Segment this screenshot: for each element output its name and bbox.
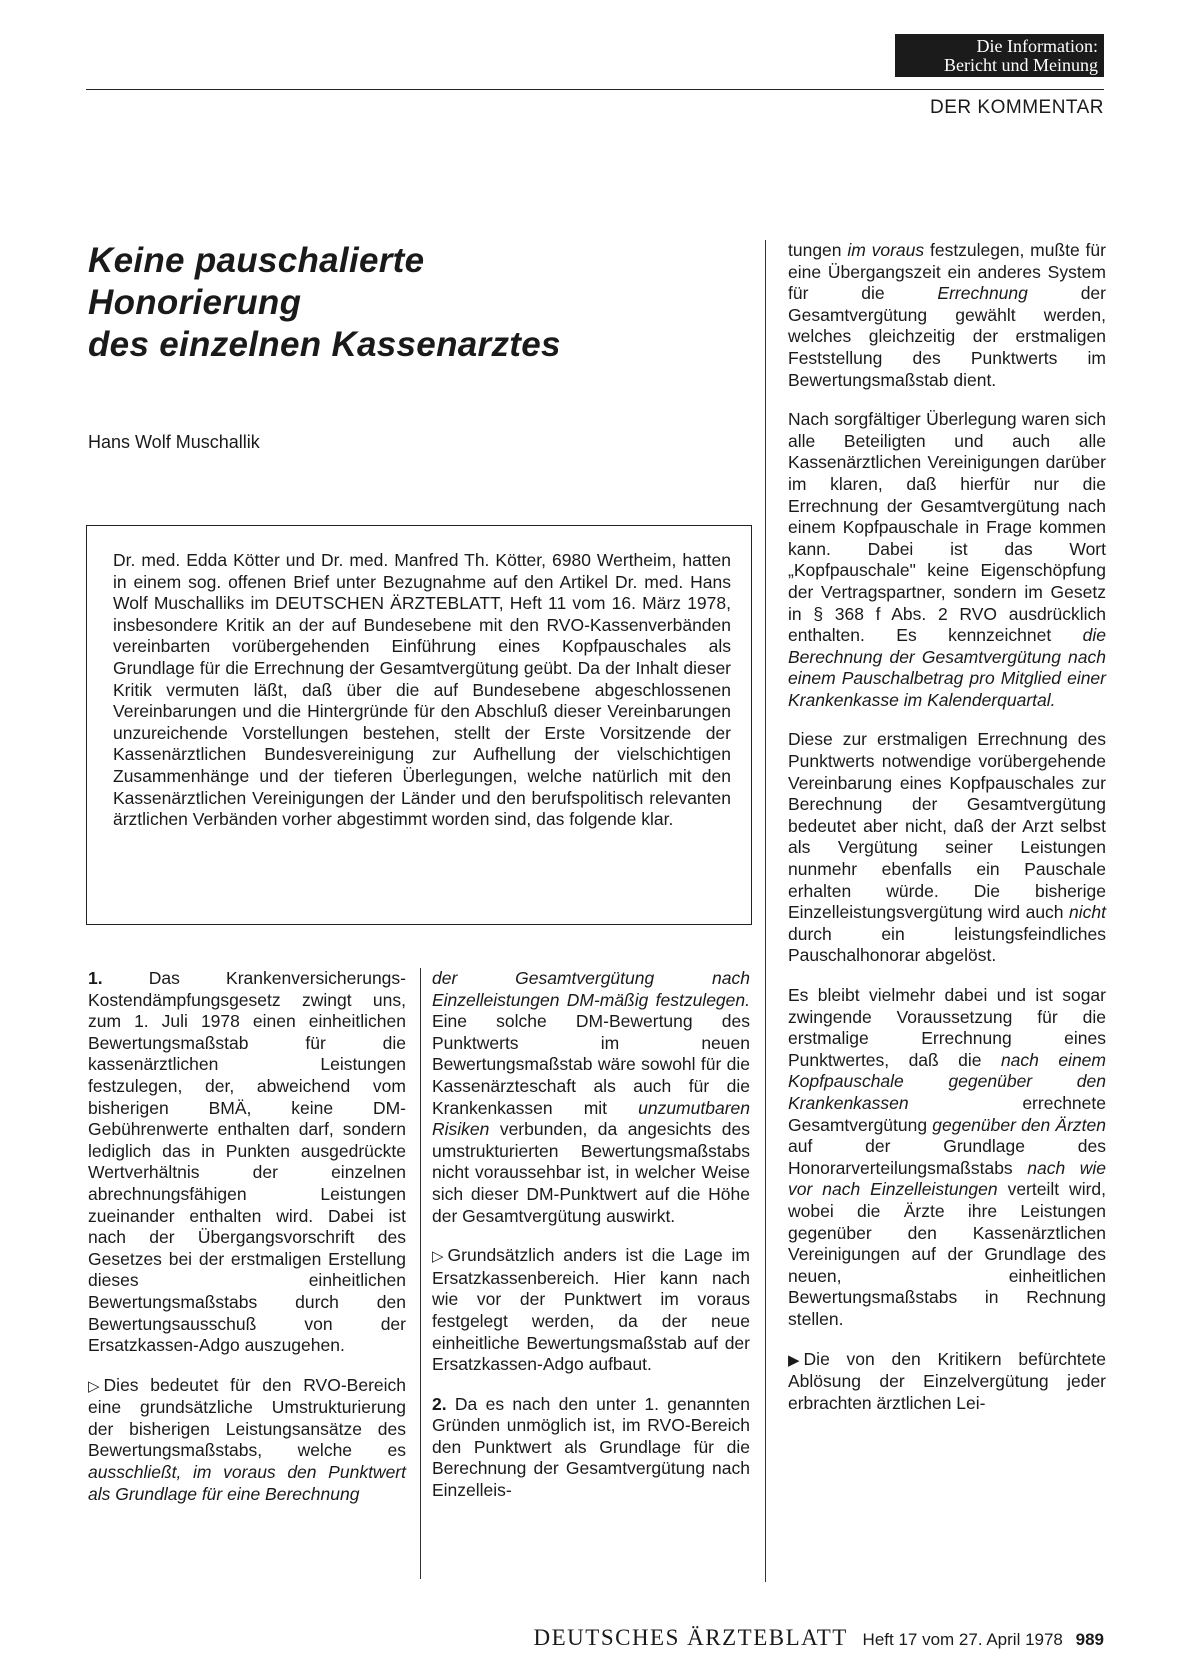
emphasis-text: im voraus (847, 240, 925, 260)
point-number: 1. (88, 968, 103, 988)
emphasis-text: Errechnung (937, 283, 1028, 304)
paragraph-8 (788, 729, 1106, 967)
paragraph-text: Diese zur erstmaligen Errechnung des Punktwerts notwendige vorübergehende Vereinbarung eines Kopfpauschales zur Berechnung der Gesamtvergütung bedeutet aber nicht, daß der Arzt selbst als Vergütung seiner Leistungen nunmehr ebenfalls ein Pauschale erhalten würde. Die bisherige Einzelleistungsvergütung wird auch (788, 729, 1106, 923)
issue-info: Heft 17 vom 27. April 1978 (862, 1630, 1063, 1649)
triangle-outline-icon: ▷ (88, 1377, 100, 1395)
paragraph-text: Es bleibt vielmehr dabei und ist sogar zwingende Voraussetzung für die erstmalige Errechnung eines Punktwertes, daß die (788, 985, 1106, 1070)
section-badge (895, 34, 1104, 77)
paragraph-3 (432, 968, 750, 1227)
paragraph-text: Das Krankenversicherungs-Kostendämpfungsgesetz zwingt uns, zum 1. Juli 1978 einen einheitlichen Bewertungsmaßstab für die kassenärztlichen Leistungen festzulegen, der, abweichend vom bisherigen BMÄ, keine DM-Gebührenwerte enthalten darf, sondern lediglich das in Punkten ausgedrückte Wertverhältnis der einzelnen abrechnungsfähigen Leistungen zueinander enthalten wird. Dabei ist nach der Übergangsvorschrift des Gesetzes bei der erstmaligen Erstellung dieses einheitlichen Bewertungsmaßstabs durch den Bewertungsausschuß von der Ersatzkassen-Adgo auszugehen. (88, 968, 406, 1356)
section-label: DER KOMMENTAR (930, 97, 1104, 118)
paragraph-text: Dies bedeutet für den RVO-Bereich eine grundsätzliche Umstrukturierung der bisherigen Leistungsansätze des Bewertungsmaßstabs, welche es (88, 1374, 406, 1461)
paragraph-5 (432, 1394, 750, 1502)
paragraph-text: Nach sorgfältiger Überlegung waren sich alle Beteiligten und auch alle Kassenärztlichen Vereinigungen darüber im klaren, daß hierfür nur die Errechnung der Gesamtvergütung nach einem Kopfpauschale in Frage kommen kann. Dabei ist das Wort „Kopfpauschale" keine Eigenschöpfung der Vertragspartner, sondern im Gesetz in § 368 f Abs. 2 RVO ausdrücklich enthalten. Es kennzeichnet (788, 409, 1106, 646)
badge-line-1: Die Information: (976, 36, 1098, 56)
paragraph-7 (788, 409, 1106, 711)
column-2 (432, 968, 750, 1520)
column-1 (88, 968, 406, 1523)
point-number: 2. (432, 1393, 447, 1414)
paragraph-text: festzulegen, mußte für eine Übergangszeit ein anderes System für die (788, 240, 1106, 304)
emphasis-text: gegenüber den Ärzten (932, 1114, 1106, 1135)
paragraph-text: Da es nach den unter 1. genannten Gründen unmöglich ist, im RVO-Bereich den Punktwert als Grundlage für die Berechnung der Gesamtvergütung nach Einzelleis- (432, 1393, 750, 1501)
journal-name: DEUTSCHES ÄRZTEBLATT (533, 1625, 848, 1650)
title-line-3: des einzelnen Kassenarztes (88, 325, 561, 364)
paragraph-text: errechnete Gesamtvergütung (788, 1092, 1106, 1135)
title-line-1: Keine pauschalierte (88, 241, 425, 280)
paragraph-4 (432, 1245, 750, 1376)
emphasis-text: unzumutbaren Risiken (432, 1097, 750, 1140)
paragraph-6 (788, 240, 1106, 391)
emphasis-text: nicht (1069, 902, 1106, 923)
paragraph-text: durch ein leistungsfeindliches Pauschalhonorar abgelöst. (788, 923, 1106, 966)
emphasis-text: der Gesamtvergütung nach Einzelleistungen DM-mäßig festzulegen. (432, 968, 750, 1010)
paragraph-text: verbunden, da angesichts des umstrukturierten Bewertungsmaßstabs nicht voraussehbar ist, in welcher Weise sich dieser DM-Punktwert auf die Höhe der Gesamtvergütung auswirkt. (432, 1119, 750, 1226)
page-footer (534, 1625, 1105, 1651)
paragraph-text: tungen (788, 240, 842, 260)
paragraph-text: verteilt wird, wobei die Ärzte ihre Leistungen gegenüber den Kassenärztlichen Vereinigungen auf der Grundlage des neuen, einheitlichen Bewertungsmaßstabs in Rechnung stellen. (788, 1179, 1106, 1329)
header-rule (86, 89, 1104, 90)
paragraph-2 (88, 1375, 406, 1506)
title-line-2: Honorierung (88, 283, 302, 322)
badge-line-2: Bericht und Meinung (944, 55, 1098, 75)
author-name: Hans Wolf Muschallik (88, 432, 260, 452)
article-title (88, 240, 561, 366)
paragraph-1 (88, 968, 406, 1357)
intro-box (86, 525, 752, 925)
paragraph-text: Grundsätzlich anders ist die Lage im Ersatzkassenbereich. Hier kann nach wie vor der Punktwert im voraus festgelegt werden, da der neue einheitliche Bewertungsmaßstab auf der Ersatzkassen-Adgo aufbaut. (432, 1245, 750, 1375)
column-divider-1 (420, 968, 421, 1579)
triangle-outline-icon: ▷ (432, 1248, 444, 1266)
emphasis-text: nach wie vor nach Einzelleistungen (788, 1157, 1106, 1200)
paragraph-10 (788, 1349, 1106, 1415)
emphasis-text: ausschließt, im voraus den Punktwert als Grundlage für eine Berechnung (88, 1462, 406, 1504)
paragraph-text: Die von den Kritikern befürchtete Ablösung der Einzelvergütung jeder erbrachten ärztlichen Lei- (788, 1348, 1106, 1413)
page-number: 989 (1075, 1630, 1104, 1649)
intro-text: Dr. med. Edda Kötter und Dr. med. Manfred Th. Kötter, 6980 Wertheim, hatten in einem sog. offenen Brief unter Bezugnahme auf den Artikel Dr. med. Hans Wolf Muschalliks im DEUTSCHEN ÄRZTEBLATT, Heft 11 vom 16. März 1978, insbesondere Kritik an der auf Bundesebene mit den RVO-Kassenverbänden vereinbarten vorübergehenden Einführung eines Kopfpauschales als Grundlage für die Errechnung der Gesamtvergütung geübt. Da der Inhalt dieser Kritik vermuten läßt, daß über die auf Bundesebene abgeschlossenen Vereinbarungen und die Hintergründe für den Abschluß dieser Vereinbarungen unzureichende Vorstellungen bestehen, stellt der Erste Vorsitzende der Kassenärztlichen Bundesvereinigung zur Aufhellung der vielschichtigen Zusammenhänge und der tieferen Überlegungen, welche natürlich mit den Kassenärztlichen Vereinigungen der Länder und den berufspolitisch relevanten ärztlichen Verbänden vorher abgestimmt worden sind, das folgende klar. (113, 550, 731, 830)
column-3 (788, 240, 1106, 1432)
emphasis-text: nach einem Kopfpauschale gegenüber den Krankenkassen (788, 1049, 1106, 1113)
paragraph-9 (788, 985, 1106, 1331)
triangle-filled-icon: ▶ (788, 1351, 800, 1369)
paragraph-text: Eine solche DM-Bewertung des Punktwerts im neuen Bewertungsmaßstab wäre sowohl für die Kassenärzteschaft als auch für die Krankenkassen mit (432, 1011, 750, 1118)
emphasis-text: die Berechnung der Gesamtvergütung nach einem Pauschalbetrag pro Mitglied einer Krankenkasse im Kalenderquartal. (788, 625, 1106, 710)
paragraph-text: der Gesamtvergütung gewählt werden, welches gleichzeitig der erstmaligen Feststellung des Punktwerts im Bewertungsmaßstab dient. (788, 283, 1106, 390)
paragraph-text: auf der Grundlage des Honorarverteilungsmaßstabs (788, 1136, 1106, 1178)
column-divider-2 (765, 240, 766, 1582)
